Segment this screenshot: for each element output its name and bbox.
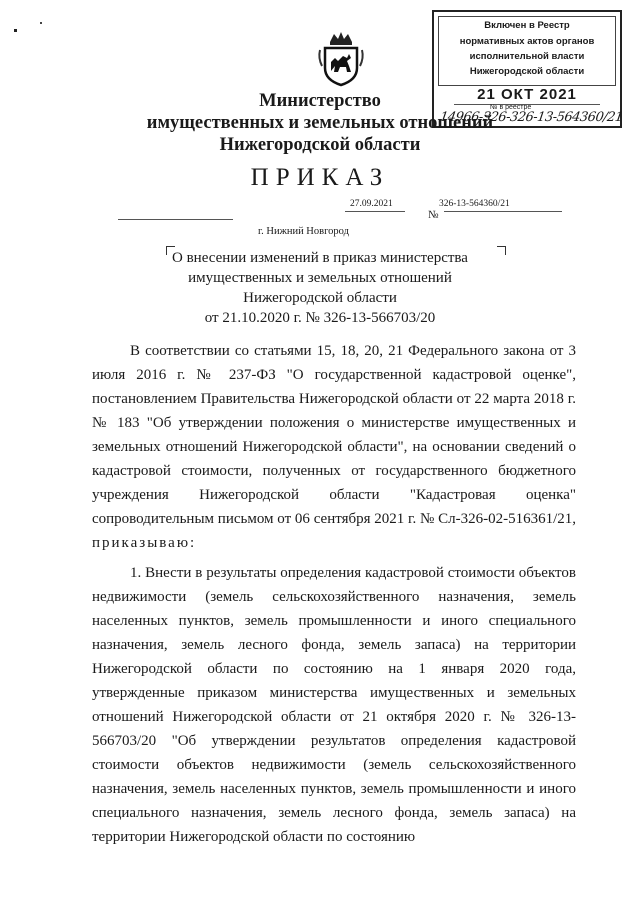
ministry-name-line1: Министерство — [259, 91, 381, 111]
order-number: 326-13-564360/21 — [439, 199, 510, 209]
number-underline — [444, 211, 562, 212]
stamp-line: Нижегородской области — [469, 66, 585, 77]
subject-corner-right — [497, 246, 506, 255]
subject-line: О внесении изменений в приказ министерства — [172, 250, 468, 266]
preamble-text: В соответствии со статьями 15, 18, 20, 21 Федерального закона от 3 июля 2016 г. № 237-ФЗ "О государственной кадастровой оценке", постановлением Правительства Нижегородской области от 22 марта 2018 г. № 183 "Об утверждении положения о министерстве имущественных и земельных отношений Нижегородской области", на основании сведений о кадастровой стоимости, полученных от государственного бюджетного учреждения Нижегородской области "Кадастровая оценка" сопроводительным письмом от 06 сентября 2021 г. № Сл-326-02-516361/21, — [92, 343, 576, 527]
ministry-name-line3: Нижегородской области — [219, 135, 421, 155]
preamble-paragraph — [92, 339, 576, 555]
stamp-registry-label: № в реестре — [490, 104, 532, 111]
stamp-registry-number: 14966-326-326-13-564360/21 — [438, 110, 624, 125]
stamp-inner-frame — [438, 16, 616, 86]
city-name: г. Нижний Новгород — [258, 226, 349, 237]
scan-mark — [14, 29, 17, 32]
order-date: 27.09.2021 — [350, 199, 393, 209]
order-subject — [150, 248, 490, 328]
number-sign: № — [428, 209, 439, 221]
date-underline — [345, 211, 405, 212]
stamp-line: Включен в Реестр — [484, 20, 570, 31]
ministry-name-line2: имущественных и земельных отношений — [146, 113, 494, 133]
subject-line: Нижегородской области — [243, 290, 397, 306]
order-command: приказываю: — [92, 535, 197, 551]
order-body — [92, 339, 576, 849]
item-1-paragraph: 1. Внести в результаты определения кадастровой стоимости объектов недвижимости (земель сельскохозяйственного назначения, земель населенных пунктов, земель промышленности и иного специального назначения, земель лесного фонда, земель запаса) на территории Нижегородской области по состоянию на 1 января 2020 года, утвержденные приказом министерства имущественных и земельных отношений Нижегородской области от 21 октября 2020 г. № 326-13-566703/20 "Об утверждении результатов определения кадастровой стоимости объектов недвижимости (земель сельскохозяйственного назначения, земель населенных пунктов, земель промышленности и иного специального назначения, земель лесного фонда, земель запаса) на территории Нижегородской области по состоянию — [92, 565, 576, 845]
stamp-line: нормативных актов органов — [459, 36, 595, 47]
stamp-line: исполнительной власти — [469, 51, 585, 62]
scan-mark — [40, 22, 42, 24]
document-type-title: ПРИКАЗ — [250, 164, 390, 191]
subject-line: от 21.10.2020 г. № 326-13-566703/20 — [204, 310, 436, 326]
stamp-date: 21 ОКТ 2021 — [477, 86, 577, 103]
coat-of-arms-icon — [316, 28, 366, 88]
subject-line: имущественных и земельных отношений — [188, 270, 452, 286]
date-underline-left — [118, 219, 233, 220]
